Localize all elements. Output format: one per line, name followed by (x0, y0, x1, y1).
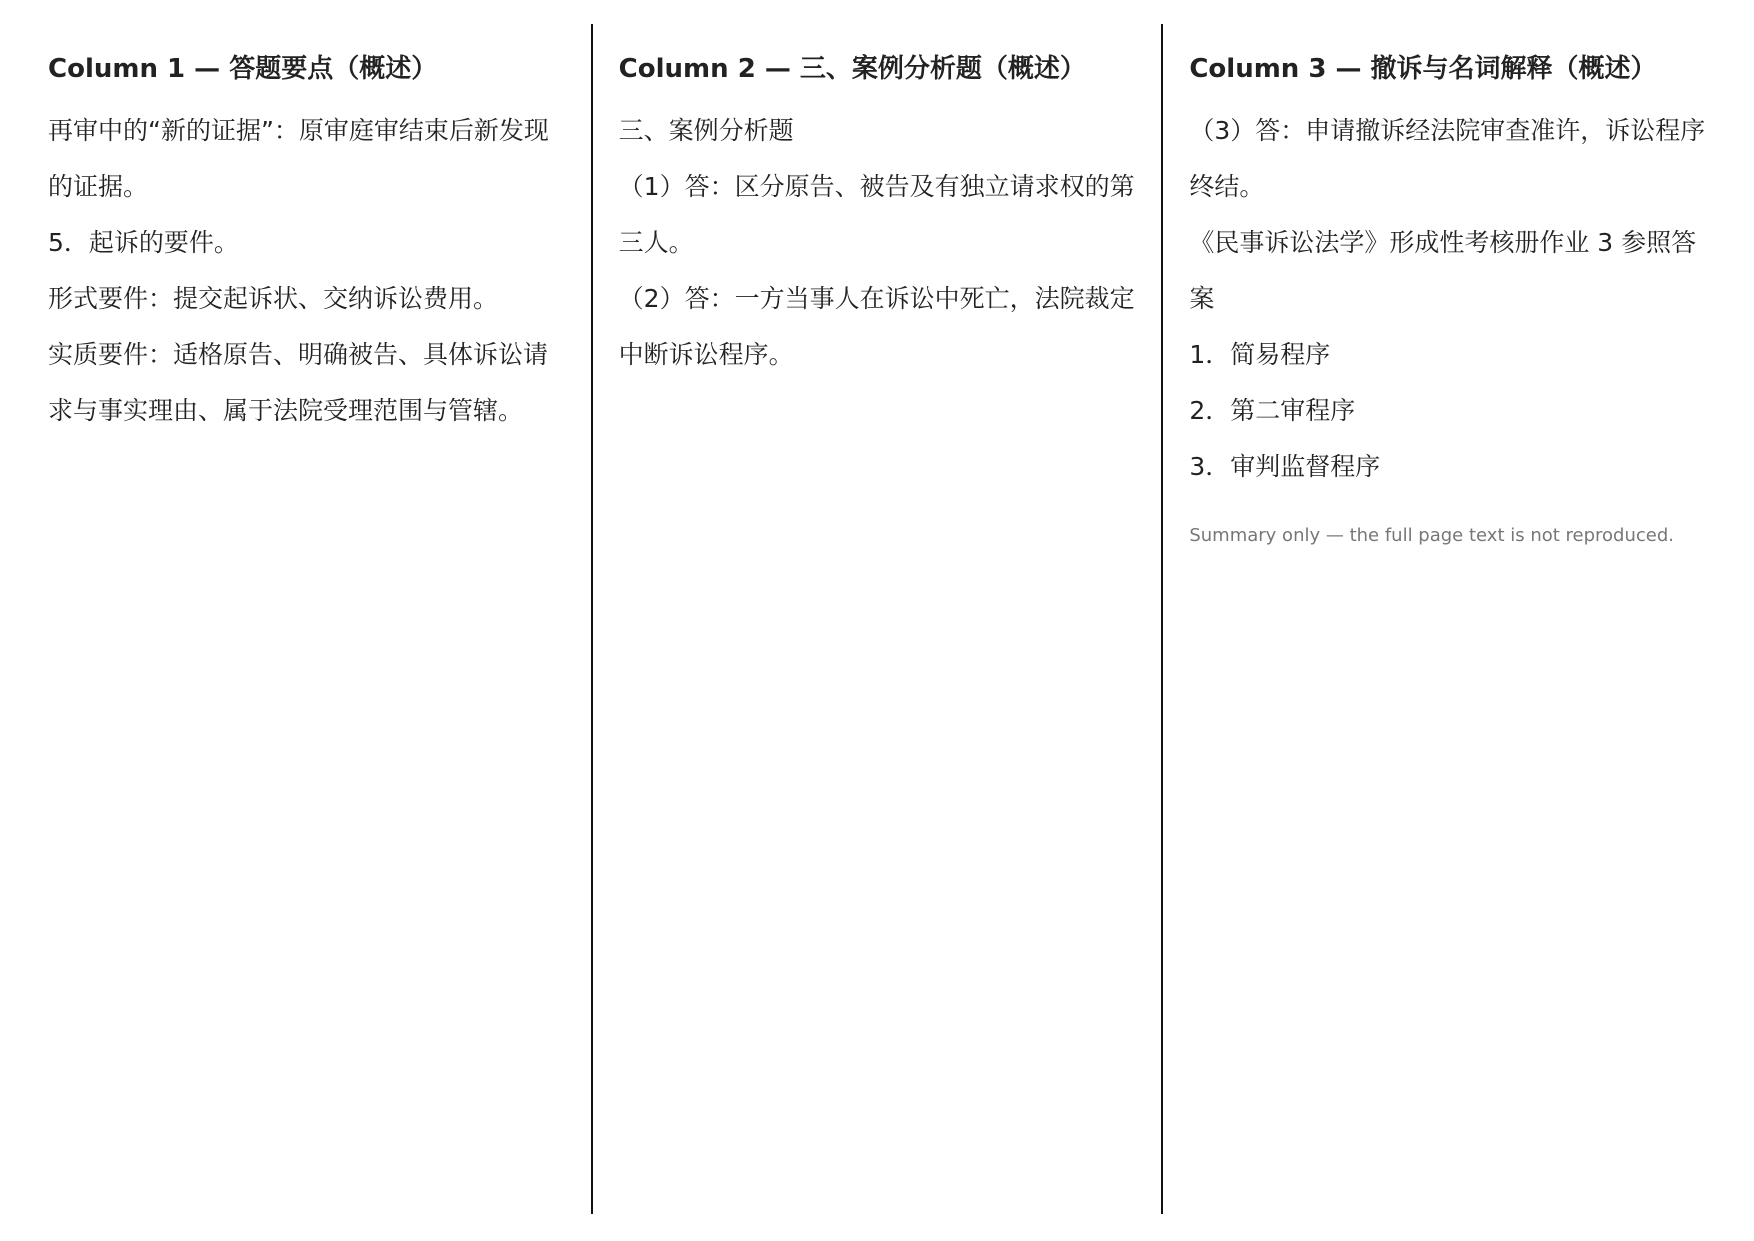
document-page (22, 24, 1732, 1214)
text-line: 形式要件：提交起诉状、交纳诉讼费用。 (48, 284, 499, 313)
text-line: 三、案例分析题 (618, 116, 794, 145)
column-middle-title: Column 2 — 三、案例分析题（概述） (618, 54, 1086, 84)
column-right (1161, 24, 1732, 1214)
text-line: （2）答：一方当事人在诉讼中死亡，法院裁定中断诉讼程序。 (618, 284, 1135, 369)
column-left-title: Column 1 — 答题要点（概述） (48, 54, 438, 84)
text-line: 2．第二审程序 (1189, 396, 1356, 425)
text-line: （1）答：区分原告、被告及有独立请求权的第三人。 (618, 172, 1135, 257)
summary-note: Summary only — the full page text is not reproduced. (1189, 525, 1674, 546)
text-line: 5．起诉的要件。 (48, 228, 239, 257)
text-line: （3）答：申请撤诉经法院审查准许，诉讼程序终结。 (1189, 116, 1706, 201)
column-left (22, 24, 591, 1214)
text-line: 3．审判监督程序 (1189, 452, 1381, 481)
text-line: 1．简易程序 (1189, 340, 1331, 369)
column-middle (591, 24, 1162, 1214)
text-line: 再审中的“新的证据”：原审庭审结束后新发现的证据。 (48, 116, 549, 201)
text-line: 《民事诉讼法学》形成性考核册作业 3 参照答案 (1189, 228, 1697, 313)
column-right-title: Column 3 — 撤诉与名词解释（概述） (1189, 54, 1657, 84)
text-line: 实质要件：适格原告、明确被告、具体诉讼请求与事实理由、属于法院受理范围与管辖。 (48, 340, 549, 425)
